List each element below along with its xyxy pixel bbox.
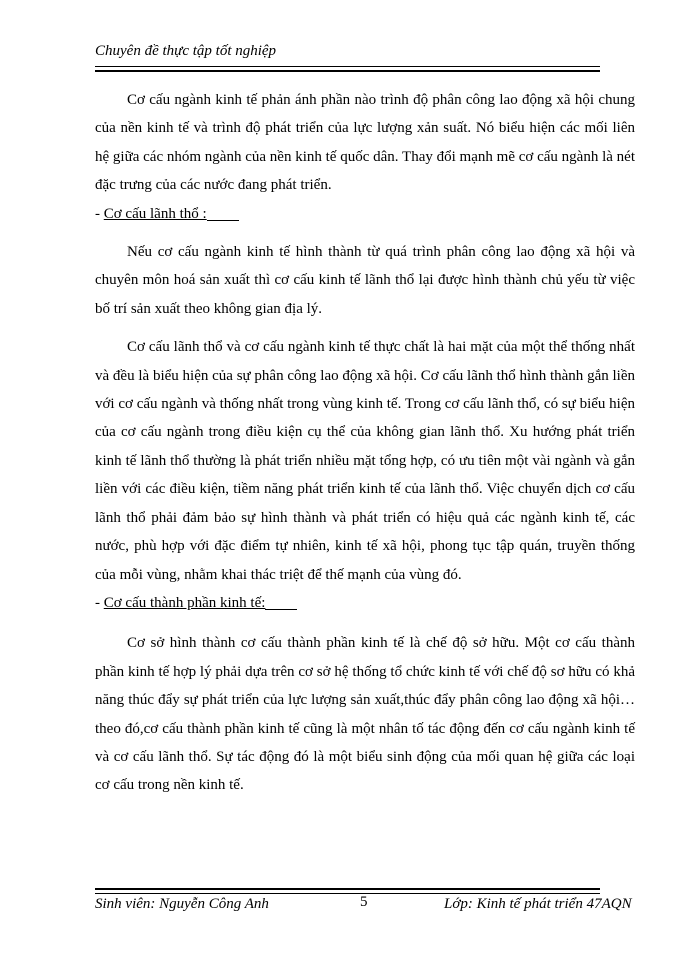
heading-text: Cơ cấu lãnh thổ : [103,205,207,222]
section-heading-territorial [95,200,635,228]
header-title: Chuyên đề thực tập tốt nghiệp [95,43,277,59]
heading-underline [265,593,297,610]
header-rule-thick [95,70,600,72]
paragraph-3: Cơ cấu lãnh thổ và cơ cấu ngành kinh tế thực chất là hai mặt của một thể thống nhất và đều là biểu hiện của sự phân công lao động xã hội. Cơ cấu lãnh thổ hình thành gắn liền với cơ cấu ngành và thống nhất trong vùng kinh tế. Trong cơ cấu lãnh thổ, có sự biểu hiện của cơ cấu ngành trong điều kiện cụ thể của không gian lãnh thổ. Xu hướng phát triển kinh tế lãnh thổ thường là phát triển nhiều mặt tổng hợp, có ưu tiên một vài ngành và gắn liền với các điều kiện, tiềm năng phát triển kinh tế của lãnh thổ. Việc chuyển dịch cơ cấu lãnh thổ phải đảm bảo sự hình thành và phát triển có hiệu quả các ngành kinh tế, các nước, phù hợp với đặc điểm tự nhiên, kinh tế xã hội, phong tục tập quán, truyền thống của mỗi vùng, nhằm khai thác triệt để thế mạnh của vùng đó. [95,339,635,583]
heading-prefix: - [95,594,104,611]
document-body [95,86,635,800]
heading-underline [207,204,239,221]
page-number: 5 [360,894,368,910]
footer-rule [95,893,600,894]
paragraph-4: Cơ sở hình thành cơ cấu thành phần kinh tế là chế độ sở hữu. Một cơ cấu thành phần kinh tế hợp lý phải dựa trên cơ sở hệ thống tổ chức kinh tế với chế độ sơ hữu có khả năng thúc đẩy sự phát triển của lực lượng sản xuất,thúc đẩy phân công lao động xã hội… theo đó,cơ cấu thành phần kinh tế cũng là một nhân tố tác động đến cơ cấu ngành kinh tế và cơ cấu lãnh thổ. Sự tác động đó là một biểu sinh động của mối quan hệ giữa các loại cơ cấu trong nền kinh tế. [95,635,635,794]
footer-student: Sinh viên: Nguyễn Công Anh [95,896,269,912]
heading-prefix: - [95,205,104,222]
footer-rule-thick [95,888,600,890]
footer-class: Lớp: Kinh tế phát triển 47AQN [444,896,632,912]
header-rule [95,66,600,67]
section-heading-ownership [95,589,635,617]
paragraph-2: Nếu cơ cấu ngành kinh tế hình thành từ quá trình phân công lao động xã hội và chuyên môn hoá sản xuất thì cơ cấu kinh tế lãnh thổ lại được hình thành chủ yếu từ việc bố trí sản xuất theo không gian địa lý. [95,244,635,317]
heading-text: Cơ cấu thành phần kinh tế: [103,594,266,611]
paragraph-1: Cơ cấu ngành kinh tế phản ánh phần nào trình độ phân công lao động xã hội chung của nền kinh tế và trình độ phát triển của lực lượng xản suất. Nó biểu hiện các mối liên hệ giữa các nhóm ngành của nền kinh tế quốc dân. Thay đổi mạnh mẽ cơ cấu ngành là nét đặc trưng của các nước đang phát triển. [95,92,635,194]
